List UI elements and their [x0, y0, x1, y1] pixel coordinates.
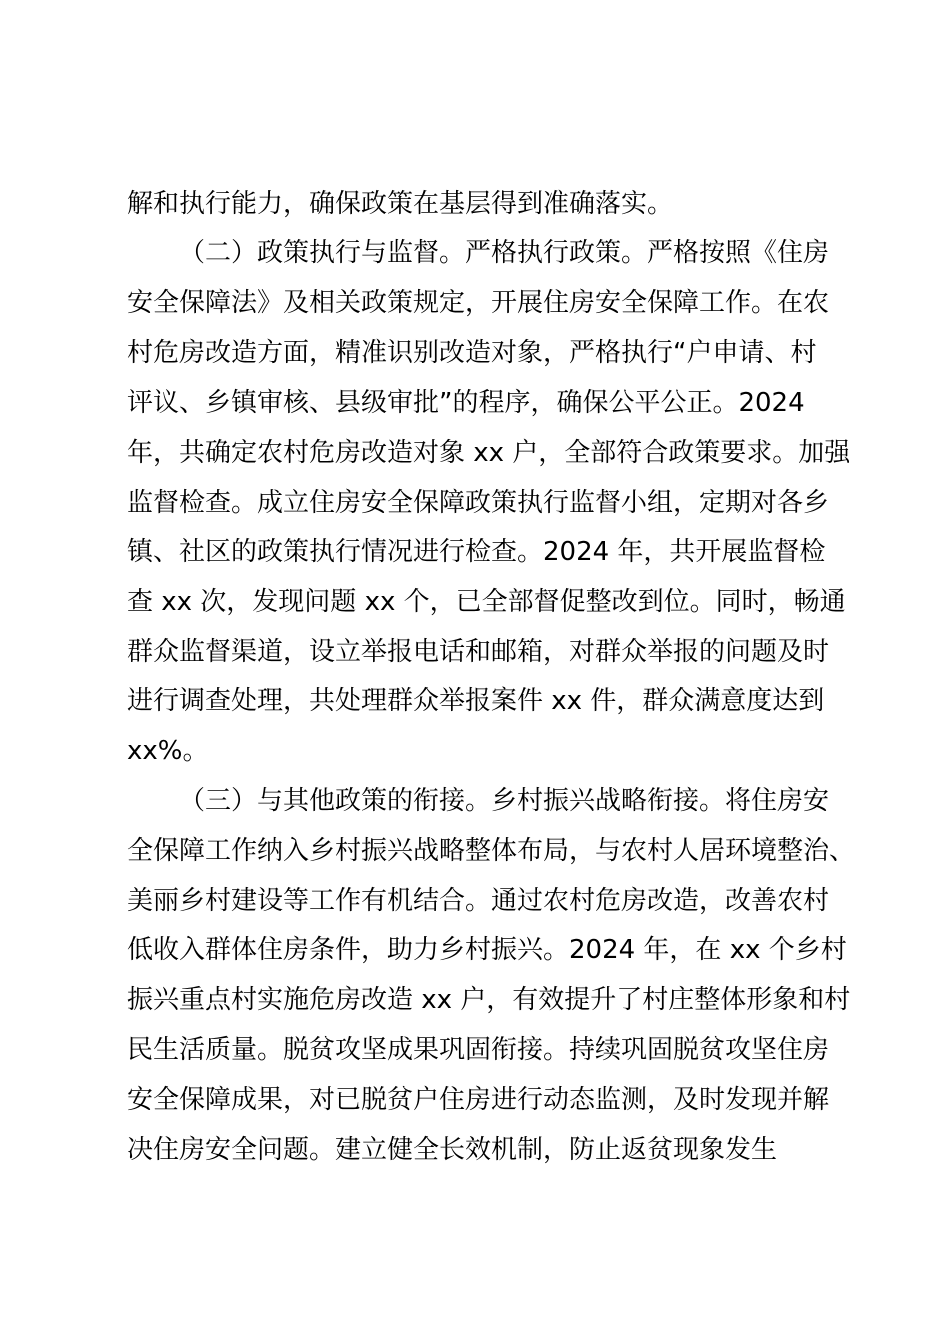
text-line: 监督检查。成立住房安全保障政策执行监督小组，定期对各乡	[127, 488, 830, 518]
text-line: 振兴重点村实施危房改造 xx 户，有效提升了村庄整体形象和村	[127, 985, 851, 1015]
text-line: 美丽乡村建设等工作有机结合。通过农村危房改造，改善农村	[127, 886, 830, 916]
text-line: 全保障工作纳入乡村振兴战略整体布局，与农村人居环境整治、	[127, 836, 856, 866]
paragraph-heading-line: （三）与其他政策的衔接。乡村振兴战略衔接。将住房安	[179, 786, 830, 816]
text-line: 解和执行能力，确保政策在基层得到准确落实。	[127, 189, 674, 219]
paragraph-heading-line: （二）政策执行与监督。严格执行政策。严格按照《住房	[179, 238, 830, 268]
text-line: xx%。	[127, 736, 209, 766]
text-line: 安全保障法》及相关政策规定，开展住房安全保障工作。在农	[127, 288, 830, 318]
text-line: 查 xx 次，发现问题 xx 个，已全部督促整改到位。同时，畅通	[127, 587, 846, 617]
text-line: 民生活质量。脱贫攻坚成果巩固衔接。持续巩固脱贫攻坚住房	[127, 1035, 830, 1065]
text-line: 决住房安全问题。建立健全长效机制，防止返贫现象发生	[127, 1135, 778, 1165]
text-line: 评议、乡镇审核、县级审批”的程序，确保公平公正。2024	[127, 388, 805, 418]
text-line: 年，共确定农村危房改造对象 xx 户，全部符合政策要求。加强	[127, 438, 851, 468]
text-line: 进行调查处理，共处理群众举报案件 xx 件，群众满意度达到	[127, 686, 825, 716]
text-line: 村危房改造方面，精准识别改造对象，严格执行“户申请、村	[127, 338, 817, 368]
text-line: 群众监督渠道，设立举报电话和邮箱，对群众举报的问题及时	[127, 637, 830, 667]
text-line: 低收入群体住房条件，助力乡村振兴。2024 年，在 xx 个乡村	[127, 935, 847, 965]
text-line: 镇、社区的政策执行情况进行检查。2024 年，共开展监督检	[127, 537, 826, 567]
text-line: 安全保障成果，对已脱贫户住房进行动态监测，及时发现并解	[127, 1085, 830, 1115]
